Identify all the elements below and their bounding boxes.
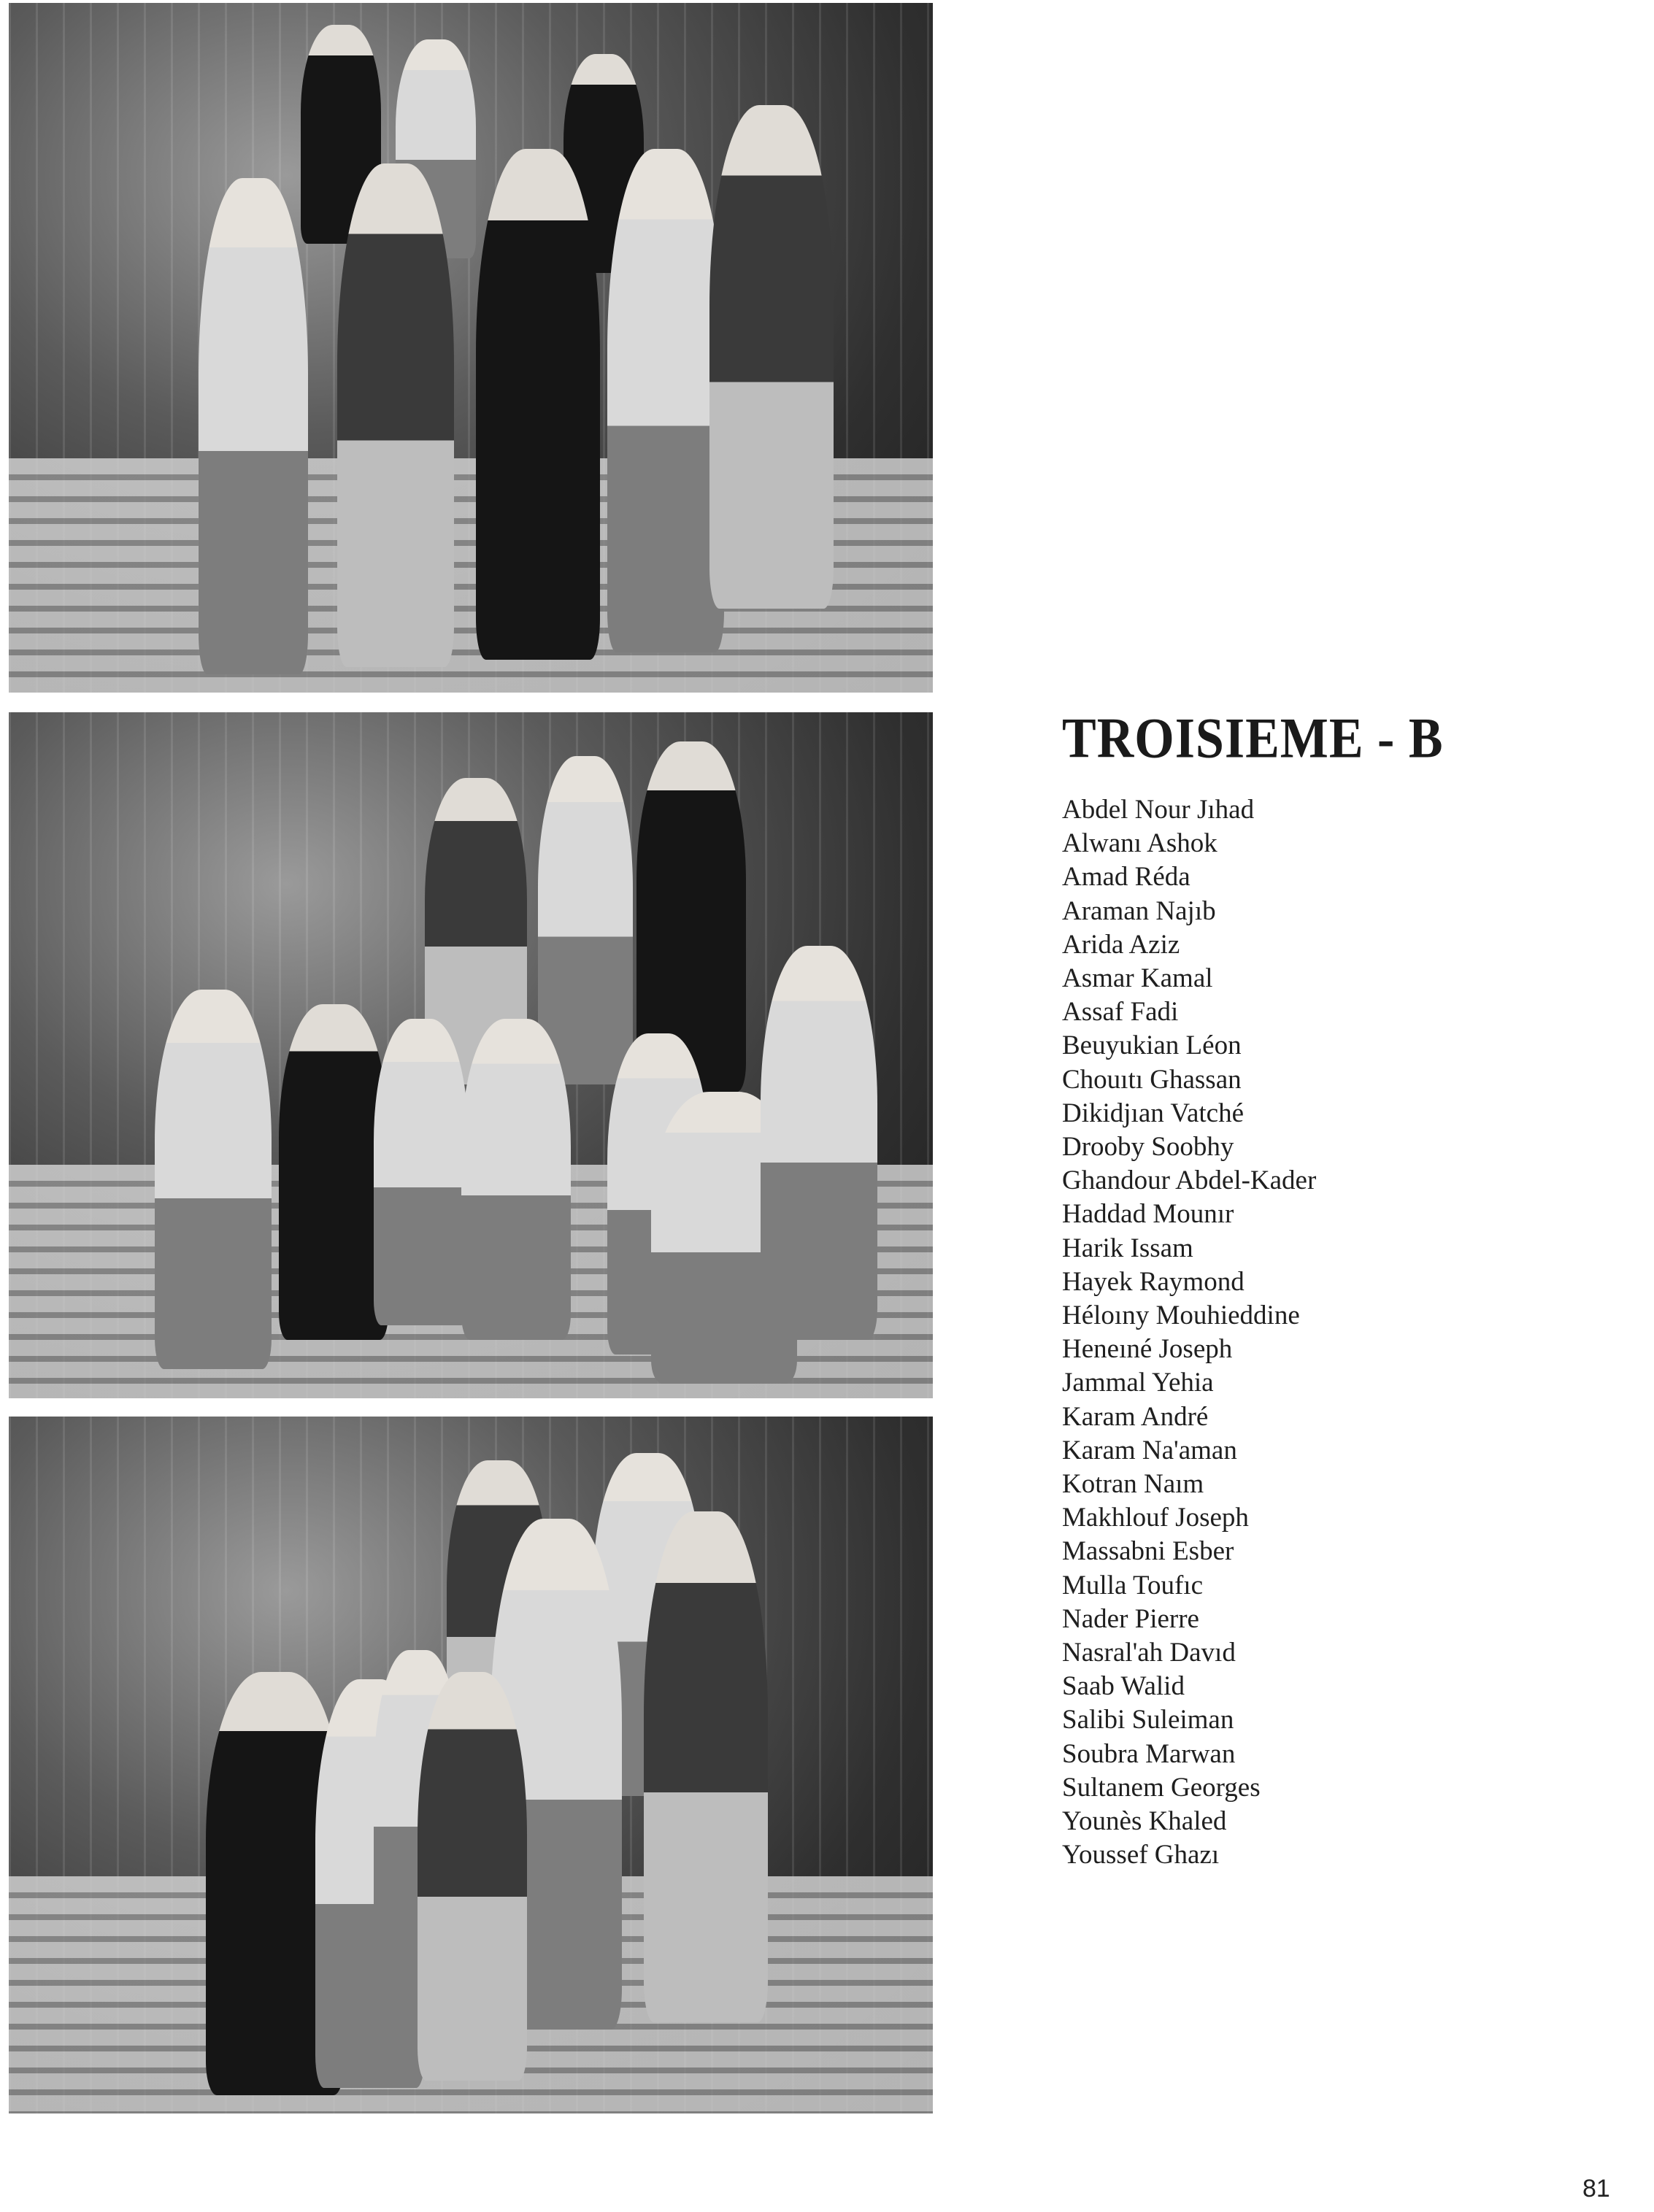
roster-name: Salibi Suleiman — [1062, 1705, 1234, 1735]
student-figure — [374, 1019, 469, 1325]
class-title: TROISIEME - B — [1062, 707, 1444, 771]
roster-name: Soubra Marwan — [1062, 1738, 1236, 1769]
roster-name: Nasral'ah Davıd — [1062, 1638, 1236, 1668]
roster-name: Beuyukian Léon — [1062, 1030, 1242, 1061]
roster-name: Jammal Yehia — [1062, 1368, 1214, 1398]
roster-name: Asmar Kamal — [1062, 963, 1213, 994]
student-figure — [538, 756, 633, 1084]
roster-name: Arida Aziz — [1062, 929, 1180, 960]
roster-name: Younès Khaled — [1062, 1806, 1227, 1837]
roster-name: Nader Pierre — [1062, 1603, 1199, 1634]
roster-name: Abdel Nour Jıhad — [1062, 795, 1255, 825]
photo-figures — [9, 1417, 933, 2113]
roster-name: Karam André — [1062, 1401, 1209, 1432]
student-figure — [155, 990, 272, 1369]
roster-name: Heneıné Joseph — [1062, 1334, 1233, 1365]
student-figure — [199, 178, 308, 674]
student-figure — [461, 1019, 571, 1340]
student-figure — [279, 1004, 388, 1340]
student-figure — [644, 1511, 768, 2022]
roster-name: Youssef Ghazı — [1062, 1840, 1220, 1870]
roster-name: Araman Najıb — [1062, 895, 1216, 926]
student-figure — [418, 1672, 527, 2081]
roster-name: Massabni Esber — [1062, 1536, 1234, 1567]
roster-name: Mulla Toufıc — [1062, 1570, 1204, 1600]
roster-name: Makhlouf Joseph — [1062, 1503, 1249, 1533]
roster-name: Karam Na'aman — [1062, 1435, 1237, 1465]
roster-name: Amad Réda — [1062, 862, 1191, 893]
class-photo-2 — [9, 712, 933, 1398]
roster-name: Chouıtı Ghassan — [1062, 1064, 1242, 1095]
student-roster — [1062, 793, 1316, 1873]
student-figure — [761, 946, 877, 1340]
roster-name: Kotran Naım — [1062, 1469, 1204, 1500]
roster-name: Assaf Fadi — [1062, 997, 1179, 1028]
roster-name: Hayek Raymond — [1062, 1266, 1245, 1297]
student-figure — [709, 105, 834, 609]
roster-name: Alwanı Ashok — [1062, 828, 1218, 859]
roster-name: Sultanem Georges — [1062, 1772, 1261, 1803]
roster-name: Haddad Mounır — [1062, 1199, 1234, 1230]
student-figure — [337, 163, 454, 667]
roster-name: Dikidjıan Vatché — [1062, 1098, 1245, 1128]
class-photo-3 — [9, 1417, 933, 2113]
photo-figures — [9, 3, 933, 693]
roster-name: Saab Walid — [1062, 1671, 1185, 1702]
class-photo-1 — [9, 3, 933, 693]
student-figure — [476, 149, 600, 660]
photo-figures — [9, 712, 933, 1398]
roster-name: Ghandour Abdel-Kader — [1062, 1165, 1317, 1196]
roster-name: Drooby Soobhy — [1062, 1132, 1234, 1163]
page-number: 81 — [1582, 2175, 1610, 2203]
student-figure — [607, 149, 724, 652]
roster-name: Héloıny Mouhieddine — [1062, 1300, 1300, 1331]
roster-name: Harik Issam — [1062, 1233, 1193, 1263]
